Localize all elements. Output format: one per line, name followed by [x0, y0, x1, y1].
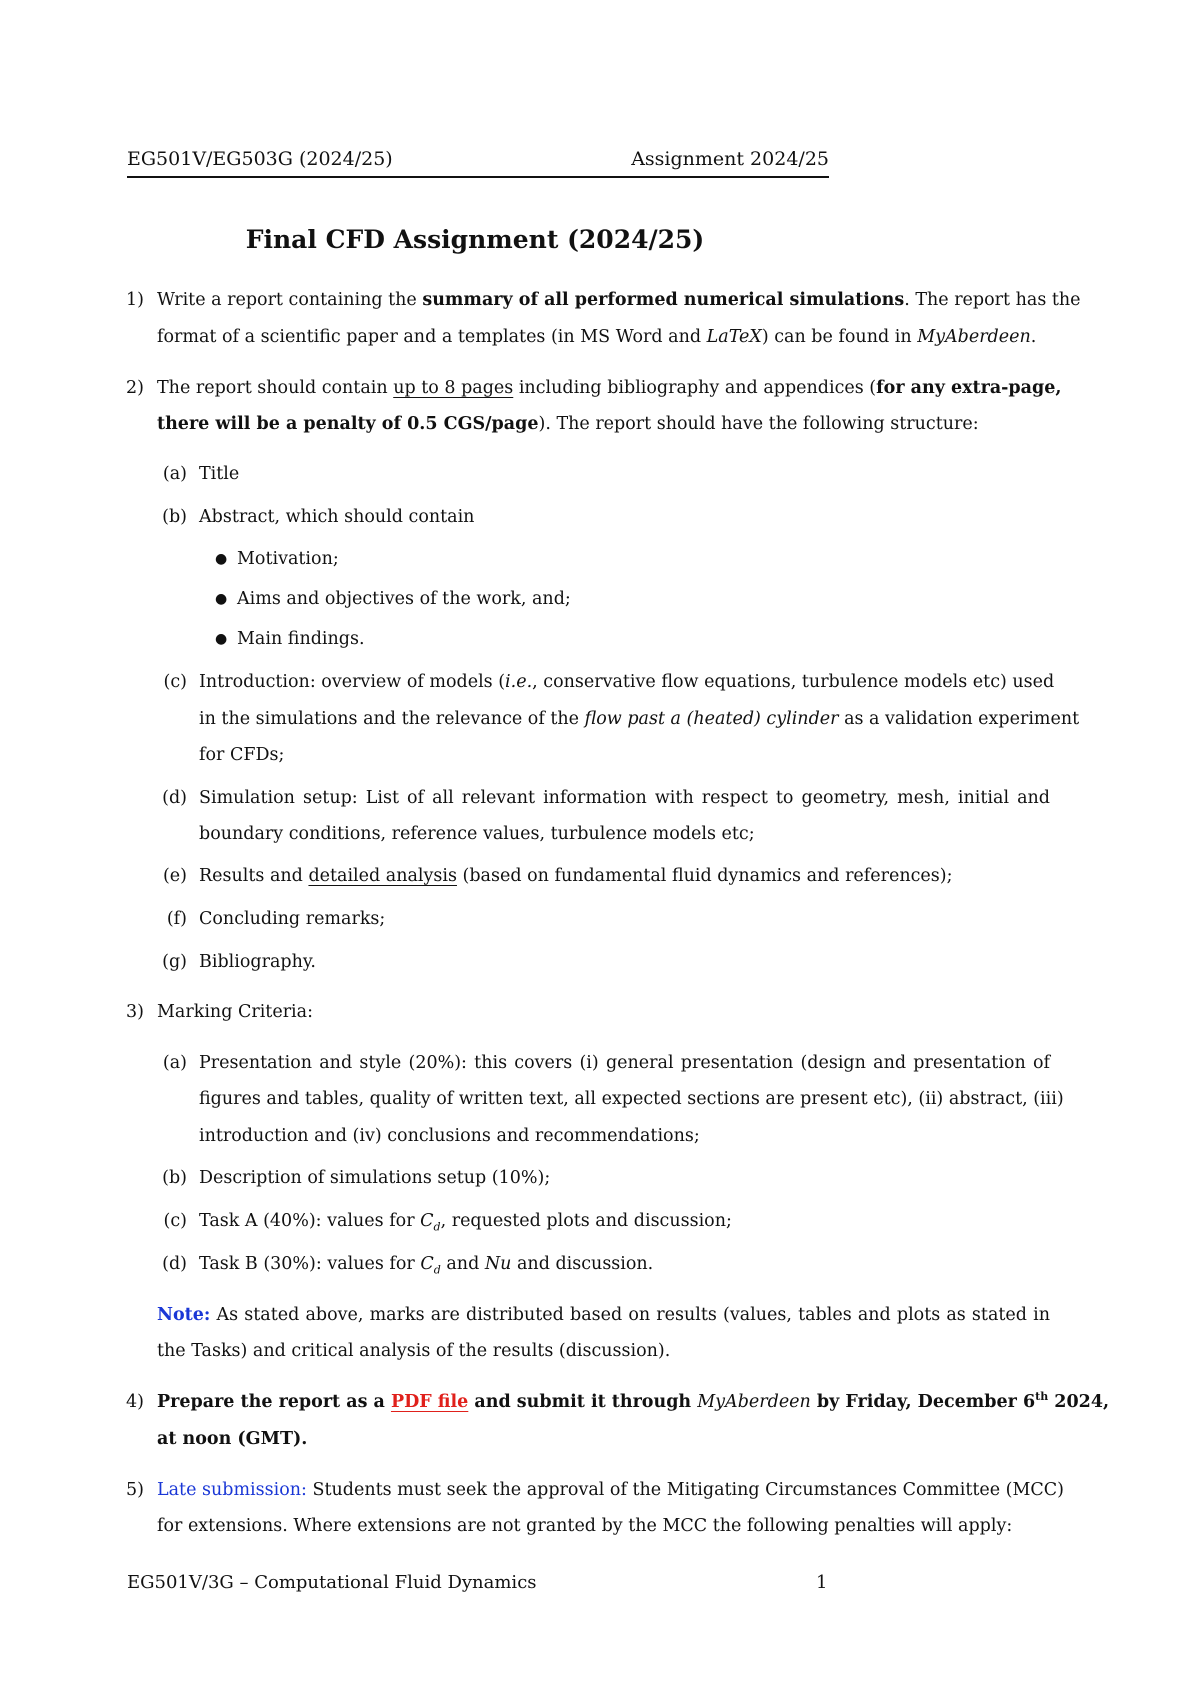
item-2b-bullet-3: Main findings. [237, 629, 365, 649]
note-line-2: the Tasks) and critical analysis of the results (discussion). [157, 1341, 671, 1361]
item-3a-line-3: introduction and (iv) conclusions and recommendations; [199, 1126, 700, 1146]
item-3-text: Marking Criteria: [157, 1002, 313, 1022]
bullet-dot-icon: ● [215, 631, 228, 647]
item-2g-label: (g) [162, 952, 187, 972]
item-4-line-2: at noon (GMT). [157, 1429, 308, 1449]
item-2b-label: (b) [162, 507, 187, 527]
item-3c-label: (c) [163, 1211, 187, 1231]
item-2d-line-1: Simulation setup: List of all relevant information with respect to geometry, mesh, initial and [199, 788, 1050, 808]
page-number: 1 [816, 1572, 828, 1593]
page-footer-course: EG501V/3G – Computational Fluid Dynamics [127, 1572, 537, 1593]
bullet-dot-icon: ● [215, 551, 228, 567]
item-2-line-1: The report should contain up to 8 pages including bibliography and appendices (for any extra-page, [157, 378, 1062, 398]
item-5-number: 5) [126, 1480, 144, 1500]
item-1-line-1: Write a report containing the summary of all performed numerical simulations. The report has the [157, 290, 1081, 310]
item-2-line-2: there will be a penalty of 0.5 CGS/page). The report should have the following structure: [157, 414, 979, 434]
bullet-dot-icon: ● [215, 591, 228, 607]
item-5-line-1: Late submission: Students must seek the approval of the Mitigating Circumstances Committee (MCC) [157, 1480, 1065, 1500]
item-3a-label: (a) [162, 1053, 187, 1073]
item-2e-text: Results and detailed analysis (based on fundamental fluid dynamics and references); [199, 866, 953, 886]
item-3d-text: Task B (30%): values for $C_d$ and Nu and discussion. [199, 1254, 654, 1277]
item-2d-label: (d) [162, 788, 187, 808]
item-3d-label: (d) [162, 1254, 187, 1274]
item-4-line-1: Prepare the report as a PDF file and submit it through MyAberdeen by Friday, December 6th 2024, [157, 1390, 1110, 1412]
item-3c-text: Task A (40%): values for $C_d$, requested plots and discussion; [199, 1211, 732, 1234]
header-course-code: EG501V/EG503G (2024/25) [127, 148, 393, 170]
item-1-number: 1) [126, 290, 144, 310]
item-1-line-2: format of a scientific paper and a templates (in MS Word and LaTeX) can be found in MyAberdeen. [157, 327, 1037, 347]
pdf-file-link[interactable]: PDF file [390, 1392, 469, 1412]
item-2d-line-2: boundary conditions, reference values, turbulence models etc; [199, 824, 755, 844]
note-line-1: Note: As stated above, marks are distributed based on results (values, tables and plots as stated in [157, 1305, 1050, 1325]
item-2b-bullet-2: Aims and objectives of the work, and; [237, 589, 571, 609]
item-2e-label: (e) [162, 866, 187, 886]
item-2f-text: Concluding remarks; [199, 909, 386, 929]
item-3b-text: Description of simulations setup (10%); [199, 1168, 551, 1188]
item-2b-bullet-1: Motivation; [237, 549, 339, 569]
item-3b-label: (b) [162, 1168, 187, 1188]
page-header [127, 148, 829, 178]
item-3a-line-2: figures and tables, quality of written text, all expected sections are present etc), (ii) abstract, (iii) [199, 1089, 1064, 1109]
item-3a-line-1: Presentation and style (20%): this covers (i) general presentation (design and presentation of [199, 1053, 1050, 1073]
item-2a-label: (a) [162, 464, 187, 484]
item-2f-label: (f) [166, 909, 187, 929]
item-2c-line-2: in the simulations and the relevance of the flow past a (heated) cylinder as a validation experiment [199, 709, 1080, 729]
item-2c-line-3: for CFDs; [199, 745, 285, 765]
item-5-line-2: for extensions. Where extensions are not granted by the MCC the following penalties will apply: [157, 1516, 1013, 1536]
item-2g-text: Bibliography. [199, 952, 316, 972]
item-2c-line-1: Introduction: overview of models (i.e., conservative flow equations, turbulence models etc) used [199, 672, 1055, 692]
item-4-number: 4) [126, 1392, 144, 1412]
item-2a-text: Title [199, 464, 240, 484]
item-2c-label: (c) [163, 672, 187, 692]
header-assignment-label: Assignment 2024/25 [631, 148, 829, 170]
item-2b-text: Abstract, which should contain [199, 507, 475, 527]
item-2-number: 2) [126, 378, 144, 398]
item-3-number: 3) [126, 1002, 144, 1022]
page-title: Final CFD Assignment (2024/25) [245, 225, 705, 254]
